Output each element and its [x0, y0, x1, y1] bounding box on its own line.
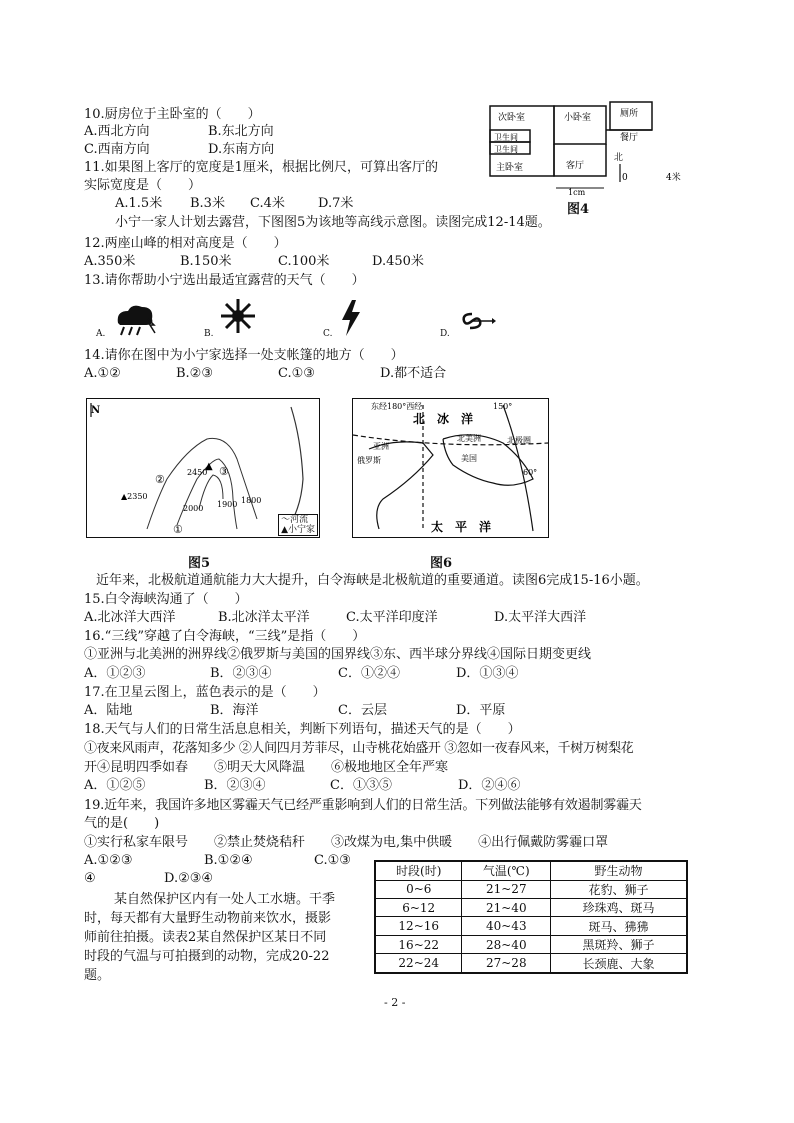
- peak-2350: ▲2350: [121, 492, 148, 501]
- q16-option-d: D．①③④: [456, 666, 519, 681]
- q12-stem: 12.两座山峰的相对高度是（ ）: [84, 236, 287, 251]
- intro-20-22-line1: 某自然保护区内有一处人工水塘。干季: [114, 892, 336, 907]
- q19-option-d: D.②③④: [164, 871, 214, 886]
- north-label: N: [91, 405, 101, 416]
- peak-2450: 2450: [187, 468, 208, 477]
- room-bathroom-1: 卫生间: [494, 133, 518, 142]
- arctic-circle-label: 北极圈: [507, 436, 531, 445]
- q12-option-b: B.150米: [180, 254, 232, 269]
- q19-stem-line1: 19.近年来，我国许多地区雾霾天气已经严重影响到人们的日常生活。下列做法能够有效遏制雾霾天: [84, 798, 642, 813]
- room-kitchen: 厕所: [620, 109, 639, 119]
- q17-option-c: C．云层: [338, 703, 387, 718]
- q13-stem: 13.请你帮助小宁选出最适宜露营的天气（ ）: [84, 273, 365, 288]
- figure-4-caption: 图4: [567, 202, 590, 217]
- sunny-icon: [220, 298, 256, 334]
- table-row: [375, 917, 687, 935]
- north-label: 北: [614, 153, 624, 163]
- room-small-bedroom: 小卧室: [564, 113, 592, 123]
- q14-option-b: B.②③: [176, 366, 213, 381]
- table-cell: 21~27: [462, 880, 551, 898]
- scale-zero: 0: [622, 173, 628, 183]
- q14-option-d: D.都不适合: [380, 366, 447, 381]
- q17-stem: 17.在卫星云图上，蓝色表示的是（ ）: [84, 685, 326, 700]
- q13-option-b: B.: [204, 329, 214, 339]
- intro-20-22-line5: 题。: [84, 968, 111, 983]
- q15-option-b: B.北冰洋太平洋: [218, 610, 310, 625]
- figure-6-caption: 图6: [430, 556, 453, 571]
- room-dining-room: 餐厅: [620, 133, 639, 143]
- figure-4-floor-plan: [486, 96, 706, 198]
- q19-option-c-cont: ④: [84, 871, 96, 886]
- table-row: [375, 898, 687, 916]
- asia-label: 亚洲: [373, 442, 389, 451]
- q15-option-a: A.北冰洋大西洋: [84, 610, 176, 625]
- legend-home: 小宁家: [287, 525, 315, 535]
- q19-statements: ①实行私家车限号 ②禁止焚烧秸秆 ③改煤为电,集中供暖 ④出行佩戴防雾霾口罩: [84, 835, 609, 850]
- q13-option-a: A.: [96, 329, 106, 339]
- peak-2450-icon: ▲: [205, 461, 213, 472]
- room-master-bedroom: 主卧室: [496, 163, 524, 173]
- typhoon-icon: [458, 310, 498, 332]
- page-number: - 2 -: [384, 996, 406, 1009]
- table-cell: 斑马、狒狒: [551, 917, 687, 935]
- thunderstorm-icon: [112, 303, 158, 337]
- scale-value: 4米: [666, 173, 681, 183]
- figure-5-caption: 图5: [188, 556, 211, 571]
- figure-5-contour-map: [86, 398, 320, 538]
- contour-2000: 2000: [183, 504, 204, 513]
- site-mark-3: ③: [219, 465, 229, 478]
- q13-option-d: D.: [440, 329, 450, 339]
- q12-option-a: A.350米: [84, 254, 136, 269]
- q19-option-a: A.①②③: [84, 853, 133, 868]
- q10-option-c: C.西南方向: [84, 142, 150, 157]
- q18-stem: 18.天气与人们的日常生活息息相关，判断下列语句，描述天气的是（ ）: [84, 722, 521, 737]
- q18-option-b: B．②③④: [204, 778, 266, 793]
- site-mark-2: ②: [155, 473, 165, 486]
- wildlife-table: [374, 860, 688, 974]
- q11-option-a: A.1.5米: [115, 196, 163, 211]
- q17-option-d: D．平原: [456, 703, 506, 718]
- table-cell: 40~43: [462, 917, 551, 935]
- pacific-ocean-label: 太 平 洋: [431, 520, 492, 534]
- intro-20-22-line3: 师前往拍摄。读表2某自然保护区某日不同: [84, 930, 327, 945]
- table-row: [375, 935, 687, 953]
- figure-6-bering-map: [352, 398, 549, 538]
- table-cell: 珍珠鸡、斑马: [551, 898, 687, 916]
- table-cell: 黑斑羚、狮子: [551, 935, 687, 953]
- q15-stem: 15.白令海峡沟通了（ ）: [84, 592, 248, 607]
- north-america-label: 北美洲: [457, 434, 481, 443]
- q11-option-d: D.7米: [318, 196, 354, 211]
- intro-20-22-line2: 时，每天都有大量野生动物前来饮水，摄影: [84, 911, 332, 926]
- q16-option-a: A．①②③: [84, 666, 146, 681]
- q18-statements-line1: ①夜来风雨声，花落知多少 ②人间四月芳菲尽，山寺桃花始盛开 ③忽如一夜春风来，千树万树梨花: [84, 741, 634, 756]
- usa-label: 美国: [461, 454, 477, 463]
- q11-option-b: B.3米: [190, 196, 225, 211]
- q11-option-c: C.4米: [250, 196, 285, 211]
- q16-option-c: C．①②④: [338, 666, 400, 681]
- longitude-150: 150°: [493, 402, 513, 411]
- q12-option-c: C.100米: [278, 254, 330, 269]
- room-bathroom-2: 卫生间: [494, 145, 518, 154]
- table-cell: 6~12: [375, 898, 462, 916]
- q10-option-d: D.东南方向: [208, 142, 275, 157]
- home-legend-icon: ▲: [281, 525, 288, 535]
- room-living-room: 客厅: [566, 161, 585, 171]
- lightning-icon: [340, 300, 362, 336]
- q17-option-b: B．海洋: [210, 703, 259, 718]
- table-header: 时段(时): [375, 861, 462, 880]
- table-row: [375, 880, 687, 898]
- table-cell: 16~22: [375, 935, 462, 953]
- figure-5-legend: [278, 514, 318, 536]
- q16-stem: 16.“三线”穿越了白令海峡，“三线”是指（ ）: [84, 629, 366, 644]
- arctic-ocean-label: 北 冰 洋: [413, 412, 474, 426]
- q19-option-c: C.①③: [314, 853, 351, 868]
- q16-option-b: B．②③④: [210, 666, 272, 681]
- q10-option-a: A.西北方向: [84, 124, 150, 139]
- q15-option-d: D.太平洋大西洋: [494, 610, 587, 625]
- table-header: 野生动物: [551, 861, 687, 880]
- q12-option-d: D.450米: [372, 254, 424, 269]
- intro-20-22-line4: 时段的气温与可拍摄到的动物，完成20-22: [84, 949, 330, 964]
- scale-bar-label: 1cm: [568, 188, 586, 197]
- table-cell: 28~40: [462, 935, 551, 953]
- table-row: [375, 954, 687, 973]
- q18-option-a: A．①②⑤: [84, 778, 146, 793]
- table-cell: 22~24: [375, 954, 462, 973]
- q10-stem: 10.厨房位于主卧室的（ ）: [84, 107, 261, 122]
- q15-option-c: C.太平洋印度洋: [346, 610, 438, 625]
- table-cell: 花豹、狮子: [551, 880, 687, 898]
- table-cell: 12~16: [375, 917, 462, 935]
- intro-12-14: 小宁一家人计划去露营，下图图5为该地等高线示意图。读图完成12-14题。: [115, 215, 551, 230]
- q13-option-c: C.: [323, 329, 333, 339]
- q17-option-a: A．陆地: [84, 703, 133, 718]
- contour-1800: 1800: [241, 496, 262, 505]
- q18-option-d: D．②④⑥: [458, 778, 521, 793]
- q19-stem-line2: 气的是( ): [84, 816, 160, 831]
- river-legend-icon: 〜: [281, 515, 291, 525]
- table-cell: 0~6: [375, 880, 462, 898]
- q14-option-c: C.①③: [278, 366, 315, 381]
- contour-1900: 1900: [217, 500, 238, 509]
- site-mark-1: ①: [173, 523, 183, 536]
- q14-option-a: A.①②: [84, 366, 121, 381]
- table-cell: 27~28: [462, 954, 551, 973]
- table-header: 气温(℃): [462, 861, 551, 880]
- legend-river: 河流: [290, 515, 309, 525]
- latitude-60: 60°: [523, 468, 538, 477]
- q16-statements: ①亚洲与北美洲的洲界线②俄罗斯与美国的国界线③东、西半球分界线④国际日期变更线: [84, 647, 592, 662]
- q18-statements-line2: 开④昆明四季如春 ⑤明天大风降温 ⑥极地地区全年严寒: [84, 760, 449, 775]
- table-header-row: [375, 861, 687, 880]
- intro-15-16: 近年来，北极航道通航能力大大提升，白令海峡是北极航道的重要通道。读图6完成15-16小题。: [96, 573, 649, 588]
- q19-option-b: B.①②④: [204, 853, 253, 868]
- table-cell: 长颈鹿、大象: [551, 954, 687, 973]
- q14-stem: 14.请你在图中为小宁家选择一处支帐篷的地方（ ）: [84, 348, 404, 363]
- q10-option-b: B.东北方向: [208, 124, 274, 139]
- q11-stem-line2: 实际宽度是（ ）: [84, 178, 202, 193]
- q11-stem-line1: 11.如果图上客厅的宽度是1厘米，根据比例尺，可算出客厅的: [84, 160, 438, 175]
- longitude-label: 东经180°西经: [371, 402, 423, 411]
- table-cell: 21~40: [462, 898, 551, 916]
- russia-label: 俄罗斯: [357, 456, 381, 465]
- room-second-bedroom: 次卧室: [498, 113, 526, 123]
- q18-option-c: C．①③⑤: [330, 778, 392, 793]
